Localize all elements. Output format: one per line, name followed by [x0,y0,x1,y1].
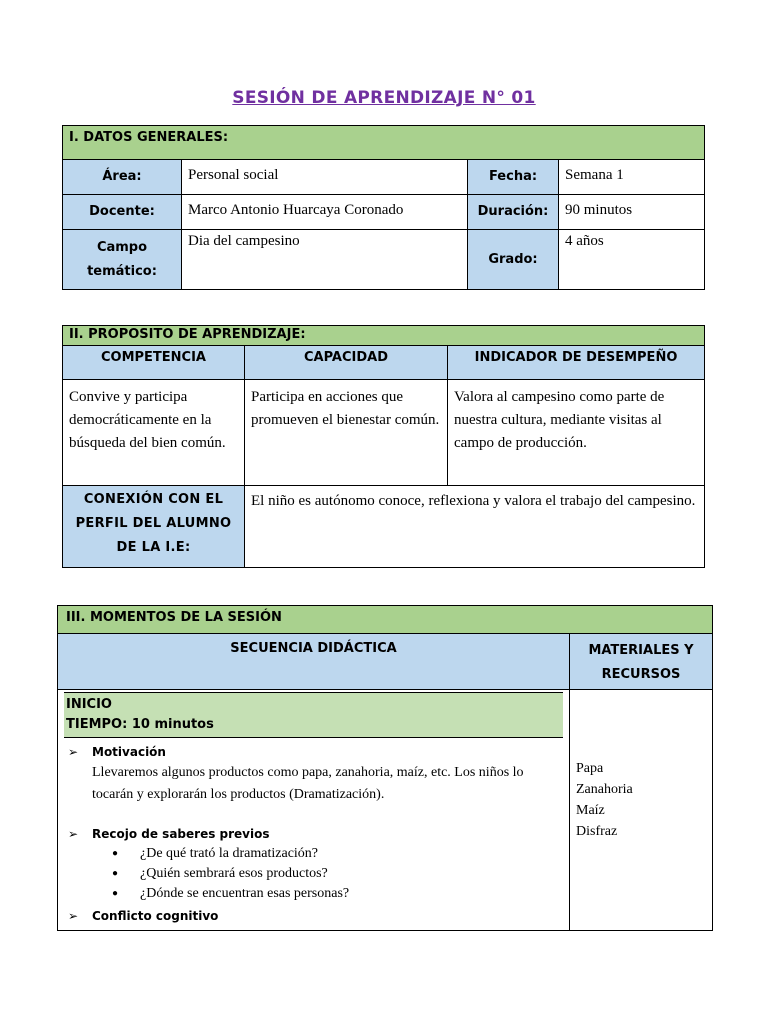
indicador-cell: Valora al campesino como parte de nuestra cultura, mediante visitas al campo de producción. [448,380,705,486]
saberes-question: ● ¿Dónde se encuentran esas personas? [112,884,559,904]
capacidad-col-header: CAPACIDAD [245,346,448,380]
momentos-table [57,605,713,931]
motivacion-text: Llevaremos algunos productos como papa, zanahoria, maíz, etc. Los niños lo tocarán y explorarán los productos (Dramatización). [92,765,524,802]
motivacion-item [68,742,559,762]
tiempo-label: TIEMPO: 10 minutos [66,717,214,732]
secuencia-cell [58,690,570,931]
inicio-label: INICIO [66,697,112,712]
capacidad-cell: Participa en acciones que promueven el bienestar común. [245,380,448,486]
duracion-value: 90 minutos [559,195,705,230]
conflicto-item [68,906,559,926]
datos-generales-header: I. DATOS GENERALES: [63,126,705,160]
saberes-title: Recojo de saberes previos [92,827,270,841]
campo-tematico-label: Campo temático: [63,230,182,290]
conexion-label: CONEXIÓN CON EL PERFIL DEL ALUMNO DE LA I.E: [63,486,245,568]
arrow-bullet-icon: ➢ [68,827,79,841]
competencia-col-header: COMPETENCIA [63,346,245,380]
saberes-item [68,824,559,844]
materiales-col-header: MATERIALES Y RECURSOS [570,634,713,690]
conexion-value: El niño es autónomo conoce, reflexiona y valora el trabajo del campesino. [245,486,705,568]
arrow-bullet-icon: ➢ [68,745,79,759]
indicador-col-header: INDICADOR DE DESEMPEÑO [448,346,705,380]
competencia-cell: Convive y participa democráticamente en la búsqueda del bien común. [63,380,245,486]
duracion-label: Duración: [468,195,559,230]
materiales-list [570,690,712,842]
proposito-table [62,325,705,568]
arrow-bullet-icon: ➢ [68,909,79,923]
bullet-dot-icon: ● [112,848,119,859]
secuencia-content [58,738,569,930]
material-item: Papa [576,761,604,776]
material-item: Maíz [576,803,605,818]
datos-generales-table [62,125,705,290]
secuencia-col-header: SECUENCIA DIDÁCTICA [58,634,570,690]
material-item: Disfraz [576,824,618,839]
materiales-cell [570,690,713,931]
docente-value: Marco Antonio Huarcaya Coronado [182,195,468,230]
bullet-dot-icon: ● [112,888,119,899]
grado-value: 4 años [559,230,705,290]
docente-label: Docente: [63,195,182,230]
inicio-box [64,692,563,738]
momentos-header: III. MOMENTOS DE LA SESIÓN [58,606,713,634]
fecha-value: Semana 1 [559,160,705,195]
grado-label: Grado: [468,230,559,290]
saberes-question: ● ¿De qué trató la dramatización? [112,844,559,864]
fecha-label: Fecha: [468,160,559,195]
page-title: SESIÓN DE APRENDIZAJE N° 01 [232,88,536,108]
bullet-dot-icon: ● [112,868,119,879]
saberes-question: ● ¿Quién sembrará esos productos? [112,864,559,884]
proposito-header: II. PROPOSITO DE APRENDIZAJE: [63,326,705,346]
area-label: Área: [63,160,182,195]
motivacion-title: Motivación [92,745,166,759]
conflicto-title: Conflicto cognitivo [92,909,219,923]
area-value: Personal social [182,160,468,195]
material-item: Zanahoria [576,782,633,797]
campo-tematico-value: Dia del campesino [182,230,468,290]
